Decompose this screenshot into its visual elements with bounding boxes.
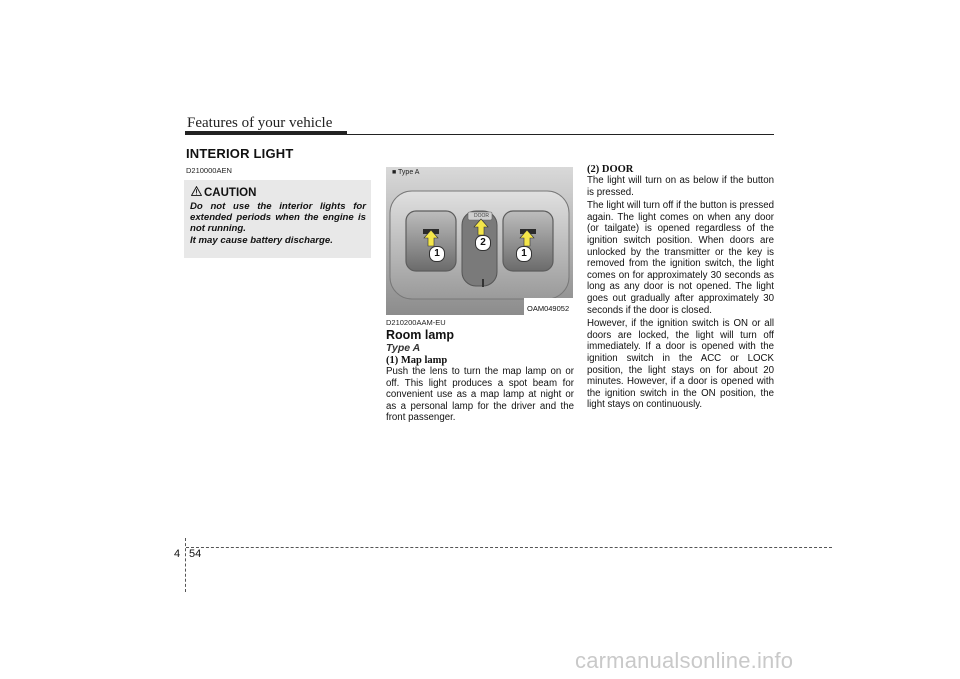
page-header-title: Features of your vehicle — [187, 115, 333, 131]
callout-2: 2 — [475, 235, 491, 251]
callout-1-right: 1 — [516, 246, 532, 262]
map-lamp-text: Push the lens to turn the map lamp on or off. This light produces a spot beam for convenient use as a map lamp at night or as a personal lamp for the driver and the front passenger. — [386, 366, 574, 424]
caution-text — [190, 201, 366, 246]
door-block — [587, 164, 774, 411]
caution-line-1: Do not use the interior lights for extended periods when the engine is not running. — [190, 201, 366, 235]
caution-line-2: It may cause battery discharge. — [190, 234, 333, 246]
callout-1-left: 1 — [429, 246, 445, 262]
header-rule-thin — [347, 134, 774, 135]
door-paragraph-2: The light will turn off if the button is pressed again. The light comes on when any door (or tailgate) is opened regardless of the ignition switch position. When doors are unlocked by the transmitter or the key is removed from the ignition switch, the light comes on for approximately 30 seconds as long as any door is not opened. The light goes out gradually after approximately 30 seconds if the door is closed. — [587, 200, 774, 316]
map-lamp-label: (1) Map lamp — [386, 355, 448, 366]
footer-vertical-rule — [185, 538, 186, 592]
room-lamp-code: D210200AAM-EU — [386, 318, 446, 327]
door-paragraph-3: However, if the ignition switch is ON or all doors are locked, the light will turn off immediately. If a door is opened with the ignition switch in the ACC or LOCK position, the light stays on for about 20 minutes. However, if a door is opened with the ignition switch in the ON position, the light stays on continuously. — [587, 318, 774, 411]
chapter-number: 4 — [174, 548, 181, 560]
figure-type-label: ■ Type A — [392, 169, 420, 176]
page-number: 54 — [189, 548, 202, 560]
watermark: carmanualsonline.info — [575, 648, 794, 673]
map-lamp-block — [386, 355, 574, 424]
footer-rule — [186, 547, 832, 548]
door-button-label: DOOR — [474, 213, 489, 219]
figure-code: OAM049052 — [527, 304, 570, 313]
warning-triangle-icon — [191, 186, 202, 196]
header-rule-thick — [185, 131, 347, 135]
room-lamp-type: Type A — [386, 342, 421, 354]
caution-title: CAUTION — [204, 187, 257, 199]
room-lamp-title: Room lamp — [386, 328, 455, 342]
section-title: INTERIOR LIGHT — [186, 146, 294, 161]
section-code: D210000AEN — [186, 166, 232, 175]
door-paragraph-1: The light will turn on as below if the button is pressed. — [587, 175, 774, 198]
door-label: (2) DOOR — [587, 164, 634, 175]
